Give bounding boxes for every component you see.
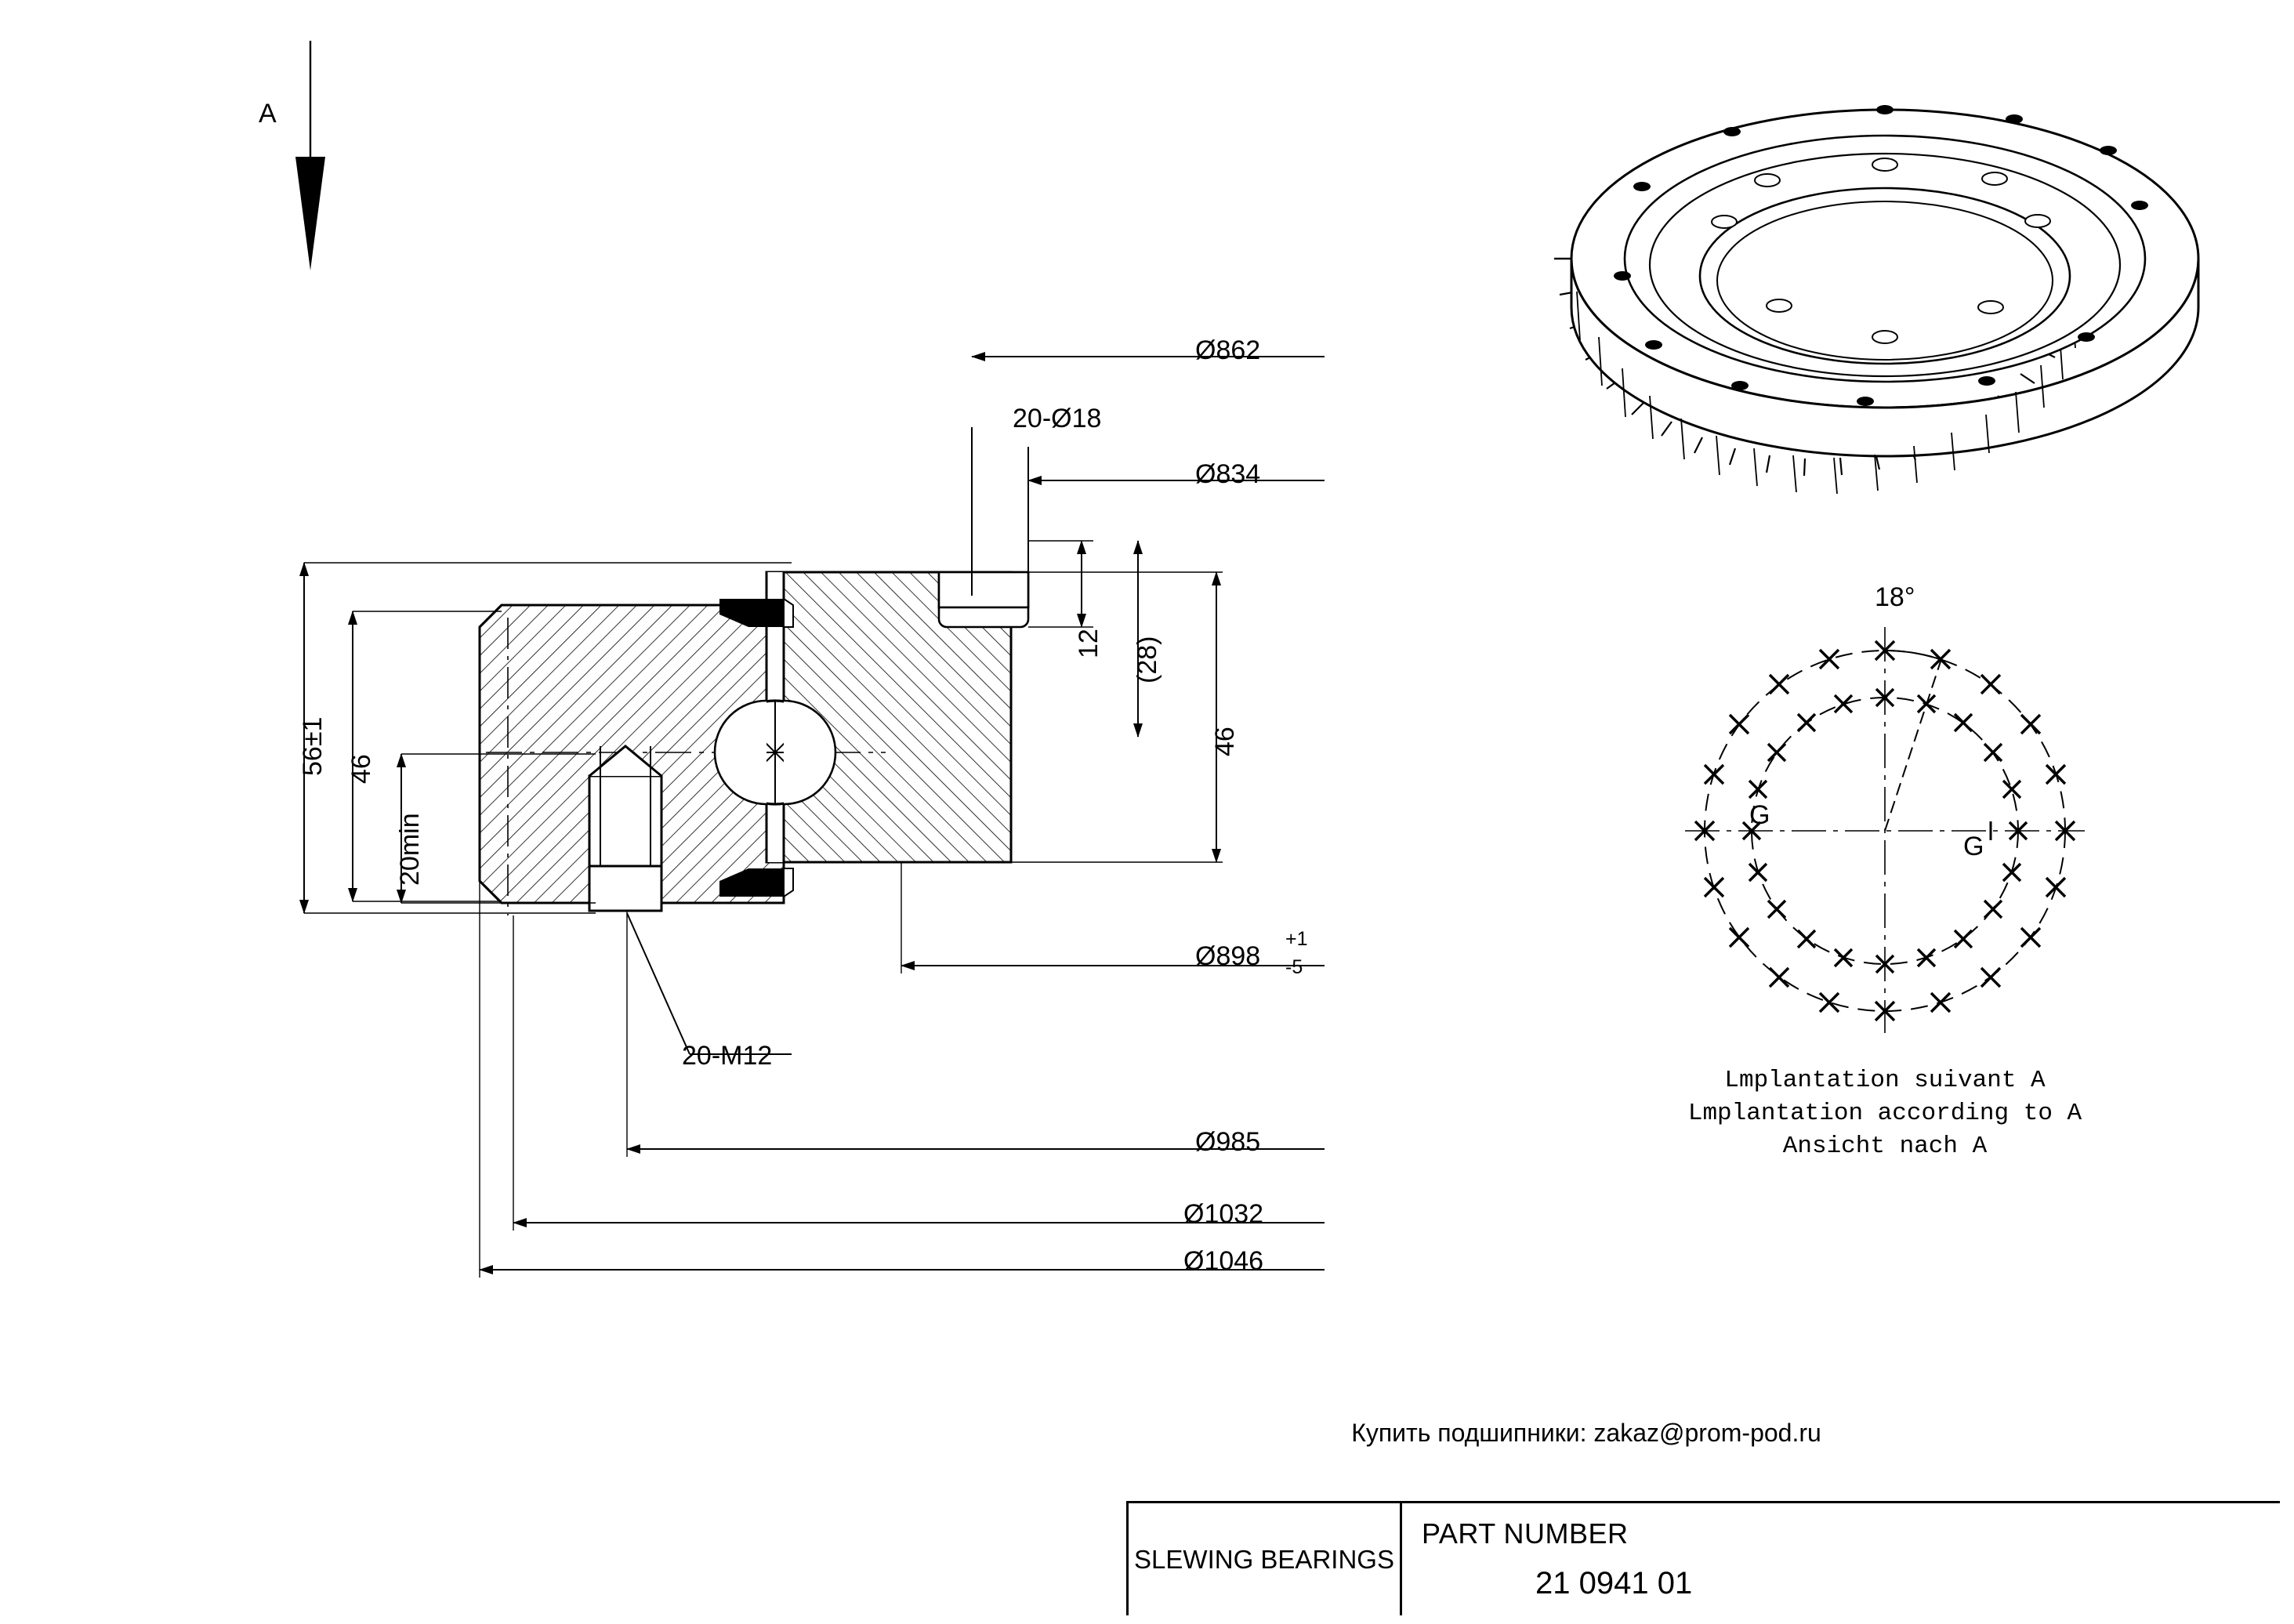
dim-bore-tolerance: Ø898 — [1195, 941, 1261, 971]
implantation-view — [1685, 627, 2085, 1033]
dim-bracket-28: (28) — [1133, 636, 1162, 683]
dim-bore-tol-plus: +1 — [1285, 928, 1308, 950]
implantation-caption-de: Ansicht nach A — [1782, 1132, 1988, 1160]
part-number-value: 21 0941 01 — [1535, 1566, 1693, 1600]
dim-bolt-circle-outer: Ø1032 — [1183, 1199, 1264, 1229]
title-block-category: SLEWING BEARINGS — [1129, 1503, 1402, 1615]
dim-total-height: 56±1 — [298, 716, 328, 776]
grease-label-right: G — [1963, 832, 1984, 861]
dim-height-right-46: 46 — [1210, 727, 1240, 756]
right-vertical-dimensions — [1011, 541, 1223, 862]
dim-bore-tol-minus: -5 — [1285, 956, 1303, 978]
dim-counterbore-depth: 12 — [1074, 629, 1104, 658]
mounting-hole-bore — [939, 607, 1028, 627]
watermark-contact: Купить подшипники: zakaz@prom-pod.ru — [1351, 1419, 1821, 1447]
grease-label-left: G — [1749, 800, 1770, 830]
dim-ring-height-46: 46 — [346, 754, 376, 784]
callout-20-m12: 20-M12 — [682, 1041, 773, 1071]
title-block-part — [1402, 1503, 2280, 1615]
implantation-caption-fr: Lmplantation suivant A — [1724, 1067, 2046, 1094]
cross-section-view — [480, 572, 1028, 915]
threaded-hole-m12 — [589, 746, 661, 911]
callout-20-holes-18: 20-Ø18 — [1013, 404, 1102, 433]
view-arrow-label: A — [259, 99, 277, 129]
dim-thread-depth-min: 20min — [395, 813, 425, 886]
dim-inner-bolt-circle: Ø834 — [1195, 459, 1261, 489]
isometric-bearing-view — [1554, 105, 2198, 494]
angle-label-18deg: 18° — [1875, 582, 1915, 612]
title-block — [1126, 1501, 2280, 1615]
dim-outer-ring-od: Ø1046 — [1183, 1246, 1264, 1276]
dim-gear-od: Ø862 — [1195, 335, 1261, 365]
implantation-caption-en: Lmplantation according to A — [1687, 1099, 2082, 1127]
dim-mount-dia: Ø985 — [1195, 1127, 1261, 1157]
part-number-label: PART NUMBER — [1422, 1517, 1629, 1550]
view-direction-arrow — [295, 41, 325, 270]
